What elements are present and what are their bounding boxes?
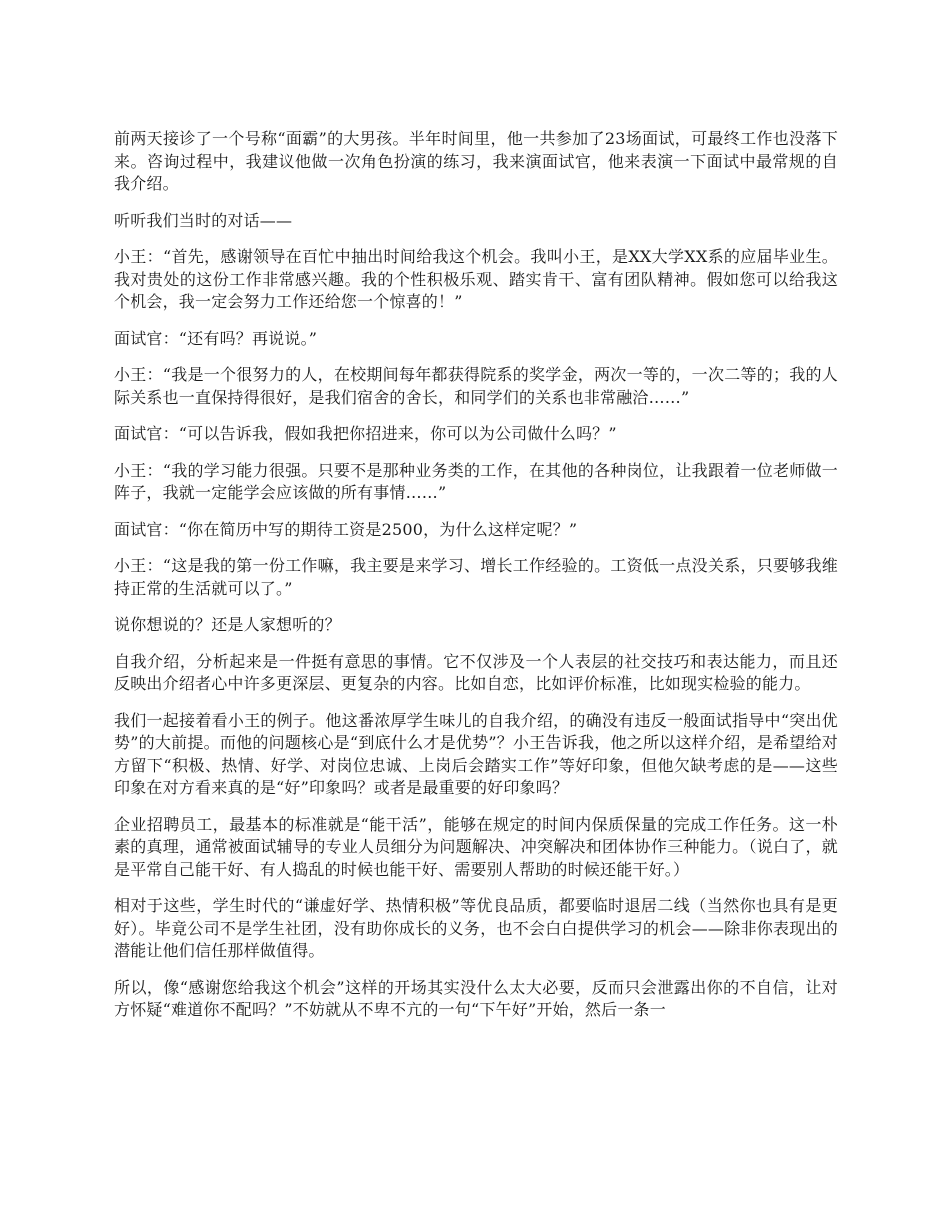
- paragraph-analysis-2: 我们一起接着看小王的例子。他这番浓厚学生味儿的自我介绍，的确没有违反一般面试指导中“突出优势”的大前提。而他的问题核心是“到底什么才是优势”？小王告诉我，他之所以这样介绍，是希望给对方留下“积极、热情、好学、对岗位忠诚、上岗后会踏实工作”等好印象，但他欠缺考虑的是——这些印象在对方看来真的是“好”印象吗？或者是最重要的好印象吗？: [114, 710, 838, 797]
- paragraph-intro: 前两天接诊了一个号称“面霸”的大男孩。半年时间里，他一共参加了23场面试，可最终工作也没落下来。咨询过程中，我建议他做一次角色扮演的练习，我来演面试官，他来表演一下面试中最常规的自我介绍。: [114, 129, 838, 193]
- paragraph-subheading: 说你想说的？还是人家想听的？: [114, 615, 341, 634]
- paragraph-xiaowang-3: 小王：“我的学习能力很强。只要不是那种业务类的工作，在其他的各种岗位，让我跟着一位老师做一阵子，我就一定能学会应该做的所有事情……”: [114, 460, 838, 502]
- paragraph-dialogue-lead: 听听我们当时的对话——: [114, 210, 293, 230]
- paragraph-interviewer-1: 面试官：“还有吗？再说说。”: [114, 328, 318, 348]
- paragraph-interviewer-2: 面试官：“可以告诉我，假如我把你招进来，你可以为公司做什么吗？”: [114, 424, 617, 443]
- paragraph-analysis-1: 自我介绍，分析起来是一件挺有意思的事情。它不仅涉及一个人表层的社交技巧和表达能力，而且还反映出介绍者心中许多更深层、更复杂的内容。比如自恋，比如评价标准，比如现实检验的能力。: [114, 651, 838, 693]
- document-body: [114, 128, 838, 1036]
- paragraph-xiaowang-2: 小王：“我是一个很努力的人，在校期间每年都获得院系的奖学金，两次一等的，一次二等的；我的人际关系也一直保持得很好，是我们宿舍的舍长，和同学们的关系也非常融洽……”: [114, 365, 838, 407]
- paragraph-xiaowang-1: 小王：“首先，感谢领导在百忙中抽出时间给我这个机会。我叫小王，是XX大学XX系的应届毕业生。我对贵处的这份工作非常感兴趣。我的个性积极乐观、踏实肯干、富有团队精神。假如您可以给我这个机会，我一定会努力工作还给您一个惊喜的！”: [114, 247, 838, 311]
- paragraph-analysis-3: 企业招聘员工，最基本的标准就是“能干活”，能够在规定的时间内保质保量的完成工作任务。这一朴素的真理，通常被面试辅导的专业人员细分为问题解决、冲突解决和团体协作三种能力。（说白了，就是平常自己能干好、有人捣乱的时候也能干好、需要别人帮助的时候还能干好。）: [114, 814, 838, 879]
- paragraph-analysis-5: 所以，像“感谢您给我这个机会”这样的开场其实没什么太大必要，反而只会泄露出你的不自信，让对方怀疑“难道你不配吗？”不妨就从不卑不亢的一句“下午好”开始，然后一条一: [114, 977, 838, 1019]
- paragraph-xiaowang-4: 小王：“这是我的第一份工作嘛，我主要是来学习、增长工作经验的。工资低一点没关系，只要够我维持正常的生活就可以了。”: [114, 556, 838, 598]
- paragraph-analysis-4: 相对于这些，学生时代的“谦虚好学、热情积极”等优良品质，都要临时退居二线（当然你也具有是更好）。毕竟公司不是学生社团，没有助你成长的义务，也不会白白提供学习的机会——除非你表现出的潜能让他们信任那样做值得。: [114, 896, 838, 960]
- paragraph-interviewer-3: 面试官：“你在简历中写的期待工资是2500，为什么这样定呢？”: [114, 519, 578, 539]
